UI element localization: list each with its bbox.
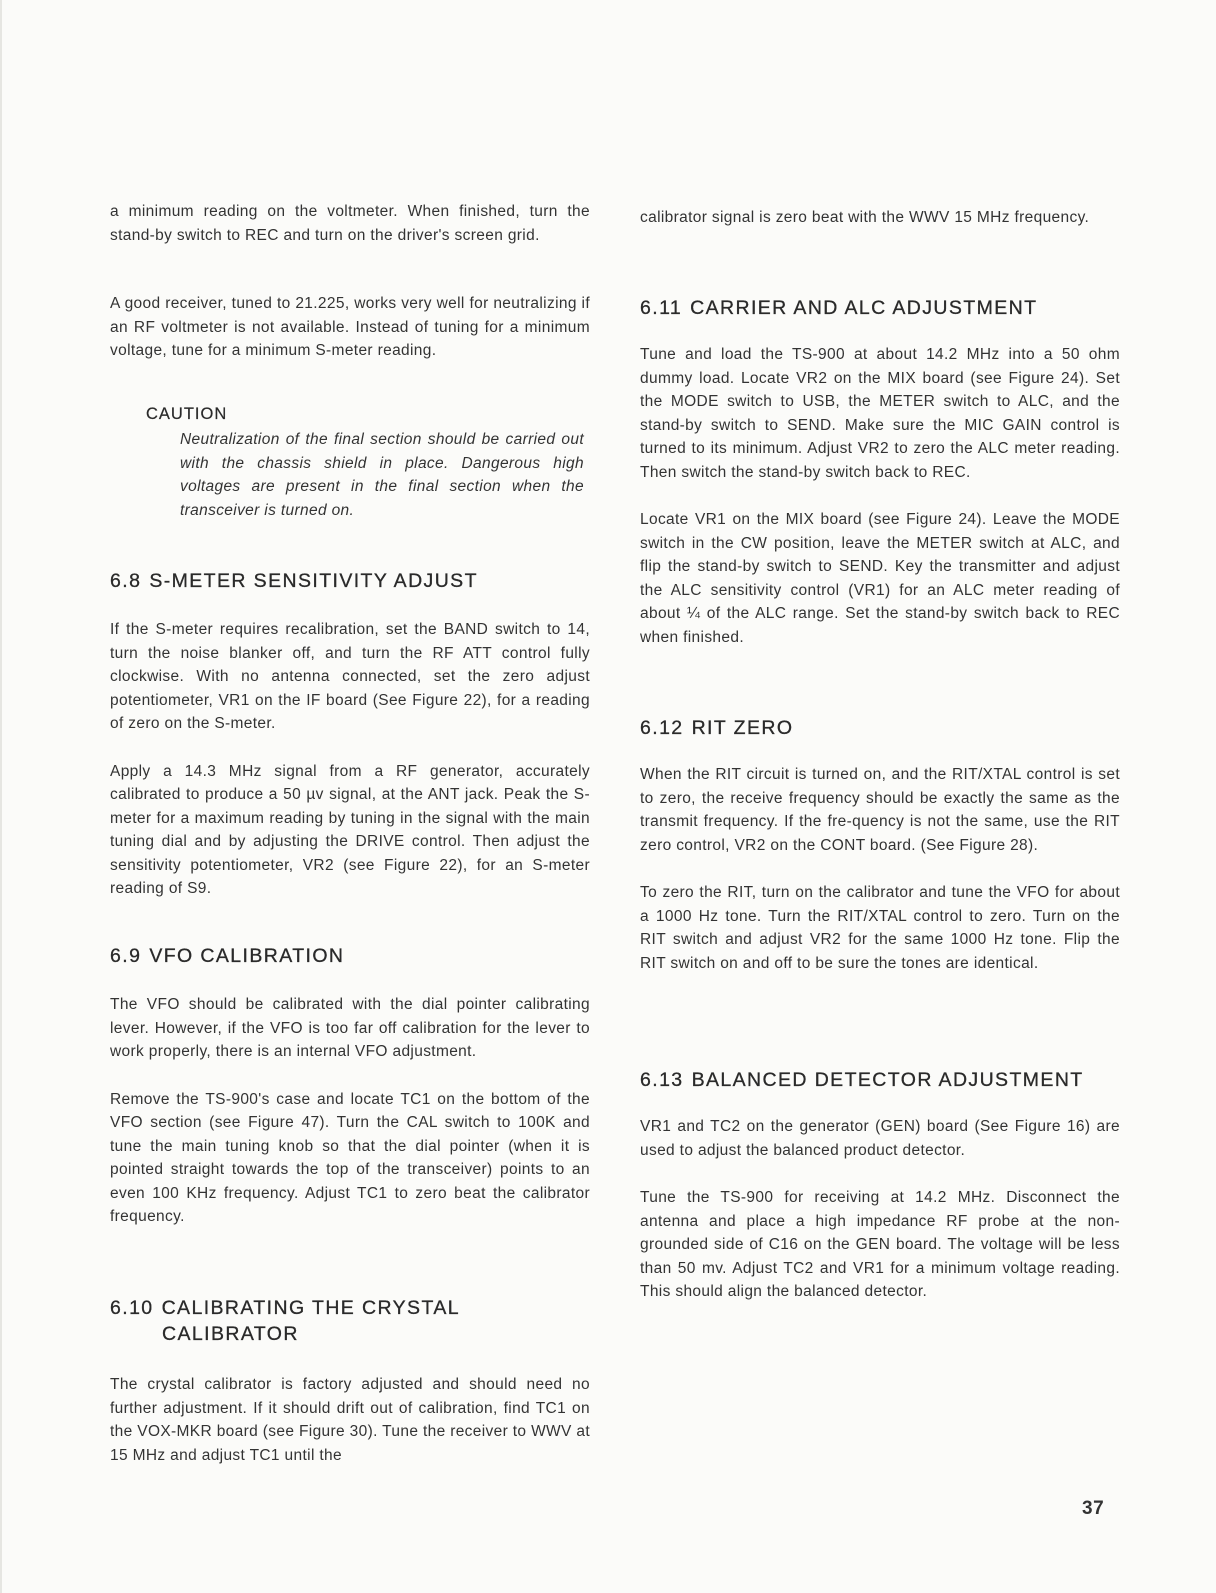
section-title: S-METER SENSITIVITY ADJUST [149, 570, 478, 592]
section-6-13-heading [640, 1067, 1120, 1093]
section-6-11-paragraph-1: Tune and load the TS-900 at about 14.2 MHz into a 50 ohm dummy load. Locate VR2 on the MIX board (see Figure 24). Set the MODE switch to USB, the METER switch to ALC, and the stand-by switch to SEND. Make sure the MIC GAIN control is turned to its minimum. Adjust VR2 to zero the ALC meter reading. Then switch the stand-by switch back to REC. [640, 346, 1120, 481]
section-6-11 [640, 295, 1120, 649]
section-number: 6.11 [640, 297, 683, 319]
section-title-line-1: CALIBRATING THE CRYSTAL [161, 1297, 460, 1319]
section-6-8-paragraph-2: Apply a 14.3 MHz signal from a RF generator, accurately calibrated to produce a 50 µv signal, at the ANT jack. Peak the S-meter for a maximum reading by tuning in the signal with the main tuning dial and by adjusting the DRIVE control. Then adjust the sensitivity potentiometer, VR2 (see Figure 22), for an S-meter reading of S9. [110, 762, 590, 897]
caution-box [146, 405, 584, 522]
section-6-8-paragraph-1: If the S-meter requires recalibration, set the BAND switch to 14, turn the noise blanker off, and turn the RF ATT control fully clockwise. With no antenna connected, set the zero adjust potentiometer, VR1 on the IF board (See Figure 22), for a reading of zero on the S-meter. [110, 621, 590, 732]
caution-text: Neutralization of the final section should be carried out with the chassis shield in place. Dangerous high voltages are present in the final section when the transceiver is turned on. [180, 431, 584, 519]
receiver-paragraph: A good receiver, tuned to 21.225, works very well for neutralizing if an RF voltmeter is not available. Instead of tuning for a minimum voltage, tune for a minimum S-meter reading. [110, 295, 590, 359]
section-6-13 [640, 1067, 1120, 1304]
page-edge [0, 0, 2, 1593]
section-6-11-paragraph-2: Locate VR1 on the MIX board (see Figure 24). Leave the MODE switch in the CW position, leave the METER switch at ALC, and flip the stand-by switch to SEND. Key the transmitter and adjust the ALC sensitivity control (VR1) for an ALC meter reading of about ¼ of the ALC range. Set the stand-by switch back to REC when finished. [640, 511, 1120, 646]
section-6-11-heading [640, 295, 1120, 321]
caution-title: CAUTION [146, 405, 228, 423]
receiver-paragraph-block [110, 292, 590, 363]
section-number: 6.13 [640, 1069, 684, 1091]
section-6-8 [110, 568, 590, 901]
continued-paragraph: calibrator signal is zero beat with the WWV 15 MHz frequency. [640, 209, 1090, 226]
section-title: VFO CALIBRATION [149, 945, 345, 967]
section-6-12-paragraph-1: When the RIT circuit is turned on, and the RIT/XTAL control is set to zero, the receive frequency should be exactly the same as the transmit frequency. If the fre-quency is not the same, use the RIT zero control, VR2 on the CONT board. (See Figure 28). [640, 766, 1120, 854]
intro-paragraph: a minimum reading on the voltmeter. When finished, turn the stand-by switch to REC and turn on the driver's screen grid. [110, 203, 590, 244]
section-6-12 [640, 715, 1120, 975]
section-6-12-heading [640, 715, 1120, 741]
continued-paragraph-block [640, 206, 1120, 230]
section-6-10 [110, 1295, 590, 1467]
section-number: 6.9 [110, 945, 142, 967]
section-6-12-paragraph-2: To zero the RIT, turn on the calibrator and tune the VFO for about a 1000 Hz tone. Turn the RIT/XTAL control to zero. Turn on the RIT switch and adjust VR2 for the same 1000 Hz tone. Flip the RIT switch on and off to be sure the tones are identical. [640, 884, 1120, 972]
section-6-9-paragraph-1: The VFO should be calibrated with the dial pointer calibrating lever. However, if the VFO is too far off calibration for the lever to work properly, there is an internal VFO adjustment. [110, 996, 590, 1060]
section-number: 6.8 [110, 570, 142, 592]
section-6-10-paragraph-1: The crystal calibrator is factory adjusted and should need no further adjustment. If it should drift out of calibration, find TC1 on the VOX-MKR board (see Figure 30). Tune the receiver to WWV at 15 MHz and adjust TC1 until the [110, 1376, 590, 1464]
section-number: 6.10 [110, 1297, 154, 1319]
section-number: 6.12 [640, 717, 684, 739]
section-6-13-paragraph-2: Tune the TS-900 for receiving at 14.2 MHz. Disconnect the antenna and place a high impedance RF probe at the non-grounded side of C16 on the GEN board. The voltage will be less than 50 mv. Adjust TC2 and VR1 for a minimum voltage reading. This should align the balanced detector. [640, 1189, 1120, 1300]
section-6-9-paragraph-2: Remove the TS-900's case and locate TC1 on the bottom of the VFO section (see Figure 47). Turn the CAL switch to 100K and tune the main tuning knob so that the dial pointer (when it is pointed straight towards the top of the transceiver) points to an even 100 KHz frequency. Adjust TC1 to zero beat the calibrator frequency. [110, 1090, 590, 1225]
section-6-13-paragraph-1: VR1 and TC2 on the generator (GEN) board (See Figure 16) are used to adjust the balanced product detector. [640, 1118, 1120, 1159]
section-6-8-heading [110, 568, 590, 594]
section-6-10-heading [110, 1295, 590, 1347]
section-title: RIT ZERO [691, 717, 794, 739]
section-title: CARRIER AND ALC ADJUSTMENT [690, 297, 1038, 319]
section-title: BALANCED DETECTOR ADJUSTMENT [691, 1069, 1084, 1091]
intro-paragraph-block [110, 200, 590, 247]
section-6-9-heading [110, 943, 590, 969]
section-6-9 [110, 943, 590, 1229]
page-number: 37 [1082, 1498, 1105, 1519]
section-title-line-2: CALIBRATOR [162, 1323, 299, 1345]
